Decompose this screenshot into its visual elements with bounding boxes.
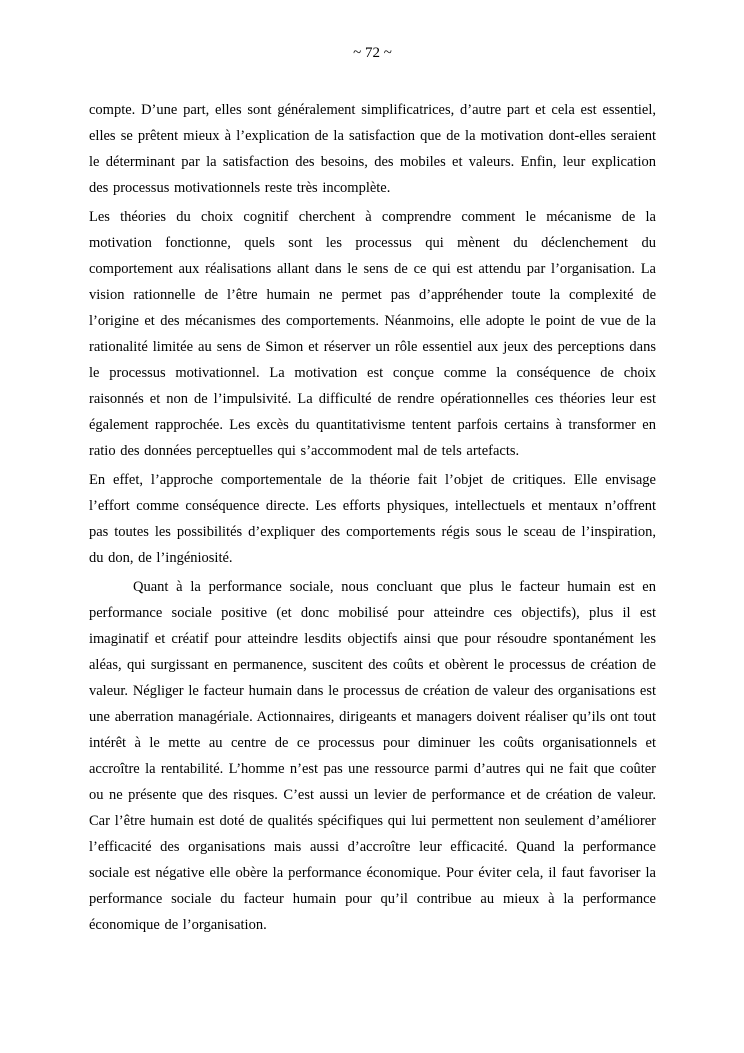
paragraph: Quant à la performance sociale, nous concluant que plus le facteur humain est en performance sociale positive (et donc mobilisé pour atteindre ces objectifs), plus il est imaginatif et créatif pour atteindre lesdits objectifs ainsi que pour résoudre spontanément les aléas, qui surgissant en permanence, suscitent des coûts et obèrent le processus de création de valeur. Négliger le facteur humain dans le processus de création de valeur des organisations est une aberration managériale. Actionnaires, dirigeants et managers doivent réaliser qu’ils ont tout intérêt à le mette au centre de ce processus pour diminuer les coûts organisationnels et accroître la rentabilité. L’homme n’est pas une ressource parmi d’autres qui ne fait que coûter ou ne présente que des risques. C’est aussi un levier de performance et de création de valeur. Car l’être humain est doté de qualités spécifiques qui lui permettent non seulement d’améliorer l’efficacité des organisations mais aussi d’accroître leur efficacité. Quand la performance sociale est négative elle obère la performance économique. Pour éviter cela, il faut favoriser la performance sociale du facteur humain pour qu’il contribue au mieux à la performance économique de l’organisation. <box>89 579 656 933</box>
page-number: ~ 72 ~ <box>353 45 392 61</box>
page-body <box>89 97 656 938</box>
paragraph: Les théories du choix cognitif cherchent à comprendre comment le mécanisme de la motivation fonctionne, quels sont les processus qui mènent du déclenchement du comportement aux réalisations allant dans le sens de ce qui est attendu par l’organisation. La vision rationnelle de l’être humain ne permet pas d’appréhender toute la complexité de l’origine et des mécanismes des comportements. Néanmoins, elle adopte le point de vue de la rationalité limitée au sens de Simon et réserver un rôle essentiel aux jeux des perceptions dans le processus motivationnel. La motivation est conçue comme la conséquence de choix raisonnés et non de l’impulsivité. La difficulté de rendre opérationnelles ces théories leur est également rapprochée. Les excès du quantitativisme tentent parfois certains à transformer en ratio des données perceptuelles qui s’accommodent mal de tels artefacts. <box>89 209 656 459</box>
paragraph: compte. D’une part, elles sont généralement simplificatrices, d’autre part et cela est essentiel, elles se prêtent mieux à l’explication de la satisfaction que de la motivation dont-elles seraient le déterminant par la satisfaction des besoins, des mobiles et valeurs. Enfin, leur explication des processus motivationnels reste très incomplète. <box>89 102 656 196</box>
paragraph: En effet, l’approche comportementale de la théorie fait l’objet de critiques. Elle envisage l’effort comme conséquence directe. Les efforts physiques, intellectuels et mentaux n’offrent pas toutes les possibilités d’expliquer des comportements régis sous le sceau de l’inspiration, du don, de l’ingéniosité. <box>89 472 656 566</box>
